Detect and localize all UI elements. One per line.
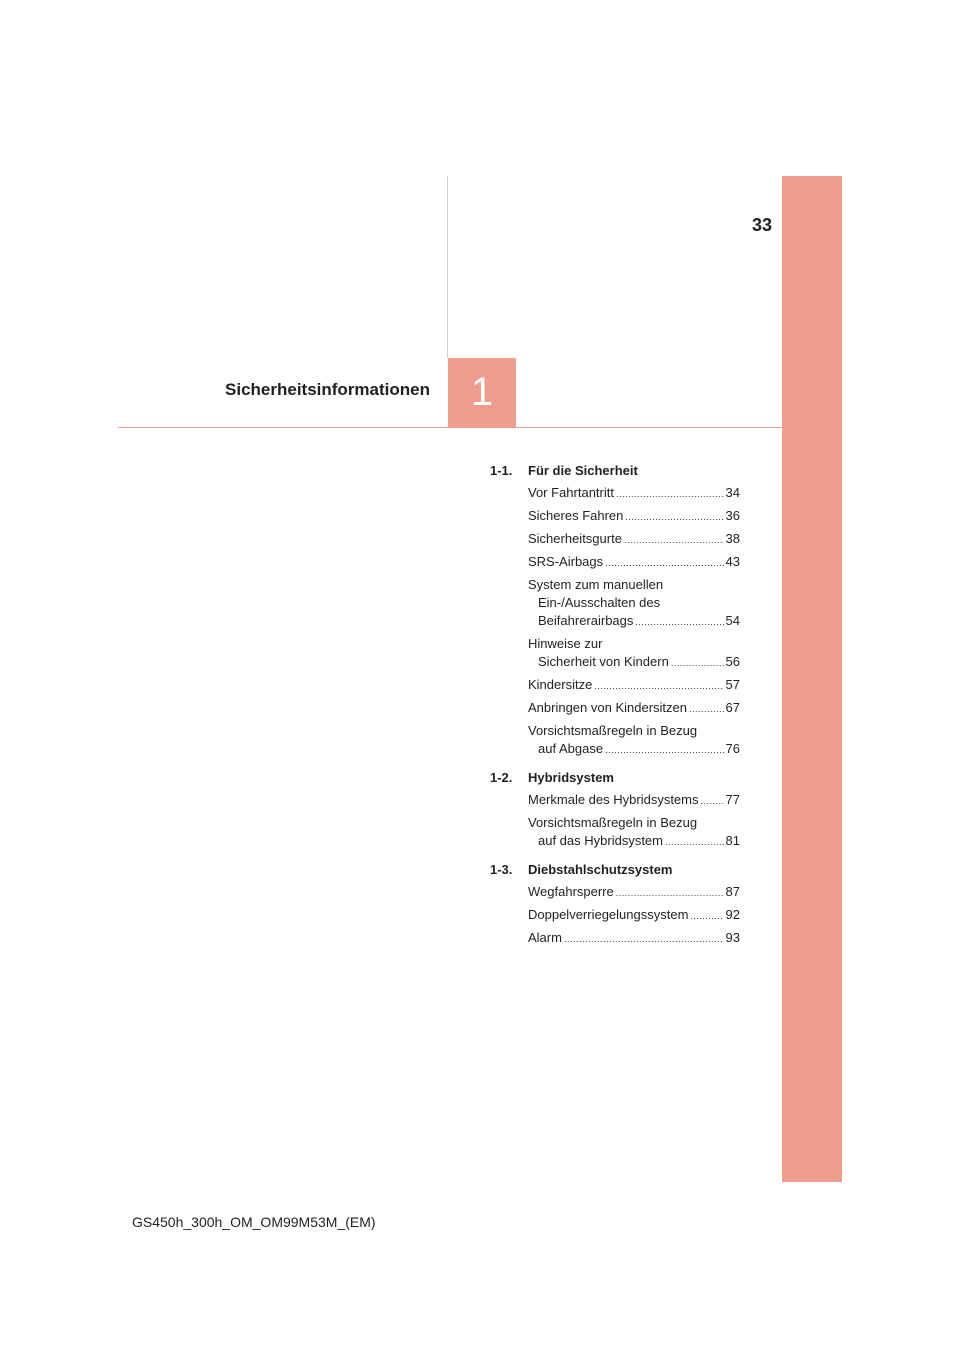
toc-entry-line — [528, 653, 740, 672]
dot-leader — [635, 613, 723, 631]
toc-entry-text: SRS-Airbags — [528, 554, 604, 569]
toc-entry[interactable] — [528, 676, 740, 695]
toc-entry-text: Anbringen von Kindersitzen — [528, 700, 687, 715]
toc-entry-text: System zum manuellen — [528, 577, 664, 592]
toc-section-number: 1-1. — [490, 462, 513, 478]
toc-section — [490, 460, 740, 759]
header-rule — [118, 427, 782, 428]
toc-section-heading[interactable] — [490, 767, 740, 787]
toc-entry-text: Alarm — [528, 930, 562, 945]
table-of-contents — [490, 460, 740, 956]
toc-entry[interactable] — [528, 929, 740, 948]
toc-section-number: 1-2. — [490, 769, 513, 785]
toc-entry-page: 56 — [725, 654, 740, 669]
toc-entry-text: Vor Fahrtantritt — [528, 485, 614, 500]
toc-entry-page: 36 — [725, 508, 740, 523]
toc-entry-text: auf das Hybridsystem — [538, 833, 663, 848]
footer-document-code: GS450h_300h_OM_OM99M53M_(EM) — [132, 1214, 376, 1230]
toc-section — [490, 859, 740, 948]
toc-entry[interactable] — [528, 484, 740, 503]
toc-entry-page: 34 — [725, 485, 740, 500]
dot-leader — [701, 792, 724, 810]
page-number: 33 — [751, 215, 772, 235]
dot-leader — [690, 907, 723, 925]
toc-entry-text: Vorsichtsmaßregeln in Bezug — [528, 815, 698, 830]
toc-entry-line — [528, 530, 740, 549]
toc-entry[interactable] — [528, 791, 740, 810]
dot-leader — [594, 677, 723, 695]
toc-entry[interactable] — [528, 699, 740, 718]
toc-entry[interactable] — [528, 906, 740, 925]
toc-entry-text: Ein-/Ausschalten des — [538, 595, 661, 610]
toc-entry-line — [528, 553, 740, 572]
dot-leader — [665, 833, 724, 851]
dot-leader — [625, 508, 723, 526]
toc-entry-page: 77 — [725, 792, 740, 807]
toc-entry-page: 67 — [725, 700, 740, 715]
toc-entry-text: Merkmale des Hybridsystems — [528, 792, 699, 807]
toc-section-number: 1-3. — [490, 861, 513, 877]
toc-entry-line — [528, 791, 740, 810]
toc-section-heading[interactable] — [490, 859, 740, 879]
toc-entry-line — [528, 612, 740, 631]
toc-entry-page: 57 — [725, 677, 740, 692]
toc-entry-text: Vorsichtsmaßregeln in Bezug — [528, 723, 698, 738]
dot-leader — [616, 485, 724, 503]
toc-entry-page: 38 — [725, 531, 740, 546]
toc-section-title: Diebstahlschutzsystem — [528, 861, 673, 877]
toc-entry[interactable] — [528, 635, 740, 672]
chapter-number-box — [448, 358, 516, 427]
chapter-title: Sicherheitsinformationen — [225, 380, 430, 399]
toc-entry-page: 92 — [725, 907, 740, 922]
toc-entry[interactable] — [528, 530, 740, 549]
toc-entry[interactable] — [528, 553, 740, 572]
toc-entry-text: Doppelverriegelungssystem — [528, 907, 689, 922]
toc-entry-text: Sicheres Fahren — [528, 508, 624, 523]
vertical-divider — [447, 176, 448, 358]
toc-entry-line — [528, 832, 740, 851]
toc-entry-text: Sicherheitsgurte — [528, 531, 622, 546]
dot-leader — [616, 884, 724, 902]
toc-entry-line — [528, 484, 740, 503]
toc-entry-line — [528, 676, 740, 695]
dot-leader — [605, 741, 723, 759]
toc-entry-line — [528, 906, 740, 925]
chapter-number: 1 — [470, 370, 494, 414]
toc-entry[interactable] — [528, 814, 740, 851]
toc-section-title: Hybridsystem — [528, 769, 614, 785]
toc-entry[interactable] — [528, 722, 740, 759]
toc-entry-text: Wegfahrsperre — [528, 884, 614, 899]
toc-entry-text: Kindersitze — [528, 677, 593, 692]
toc-entry-page: 87 — [725, 884, 740, 899]
toc-entry-line — [528, 740, 740, 759]
dot-leader — [689, 700, 724, 718]
toc-entry-text: Beifahrerairbags — [538, 613, 634, 628]
toc-entry-line — [528, 883, 740, 902]
toc-entry[interactable] — [528, 576, 740, 631]
toc-section — [490, 767, 740, 851]
dot-leader — [671, 654, 724, 672]
toc-entry-line — [528, 929, 740, 948]
chapter-side-tab — [782, 176, 842, 1182]
toc-entry-text: auf Abgase — [538, 741, 604, 756]
toc-entry[interactable] — [528, 507, 740, 526]
toc-entry-page: 54 — [725, 613, 740, 628]
toc-entry-page: 76 — [725, 741, 740, 756]
dot-leader — [564, 930, 724, 948]
toc-entry-line — [528, 507, 740, 526]
toc-entry-page: 93 — [725, 930, 740, 945]
toc-entry-text: Sicherheit von Kindern — [538, 654, 669, 669]
dot-leader — [624, 531, 724, 549]
toc-entry-page: 43 — [725, 554, 740, 569]
toc-entry-page: 81 — [725, 833, 740, 848]
dot-leader — [605, 554, 723, 572]
toc-section-heading[interactable] — [490, 460, 740, 480]
toc-section-title: Für die Sicherheit — [528, 462, 638, 478]
toc-entry-line — [528, 699, 740, 718]
toc-entry[interactable] — [528, 883, 740, 902]
toc-entry-text: Hinweise zur — [528, 636, 603, 651]
